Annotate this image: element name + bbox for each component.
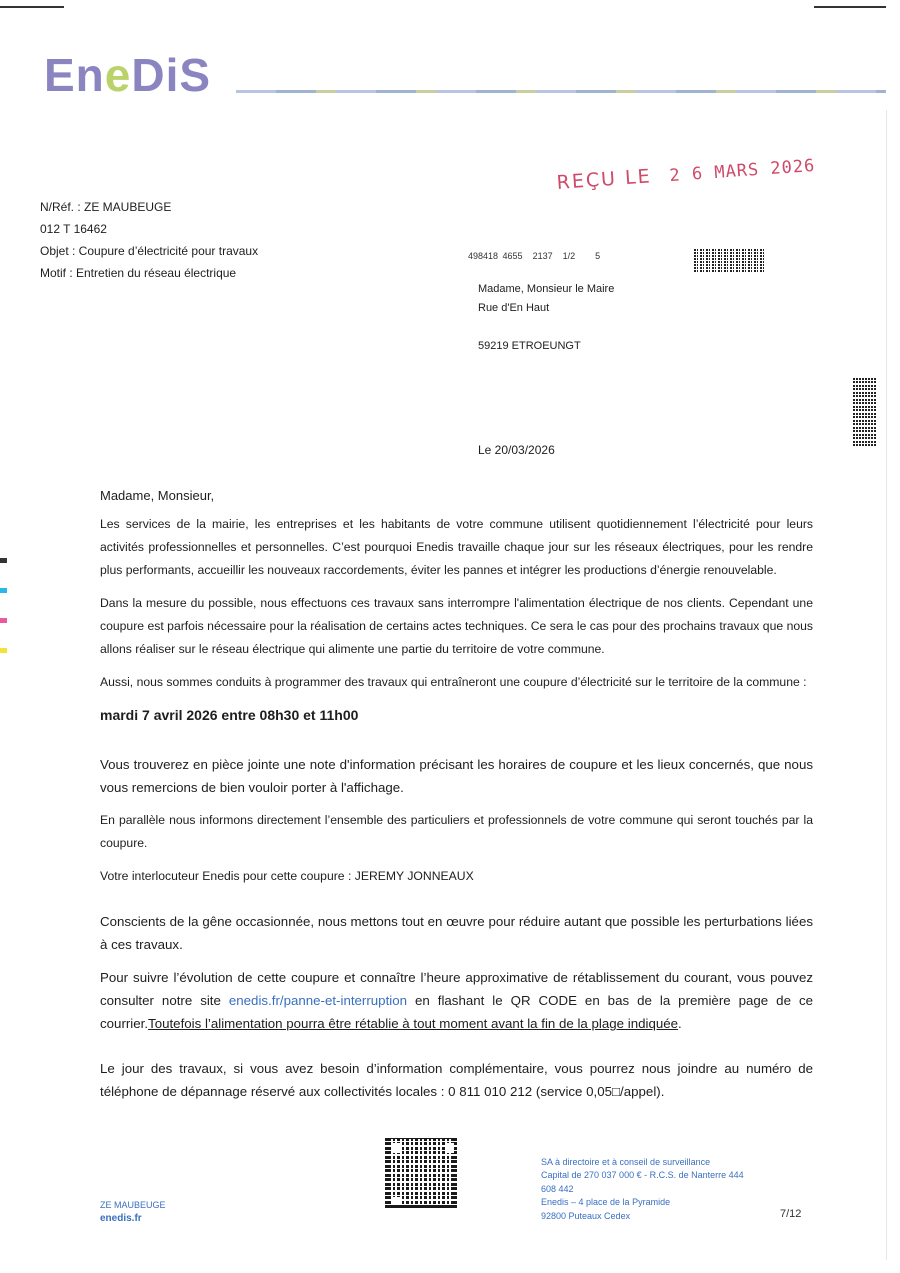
stamp-date: 2 6 MARS 2026 bbox=[668, 155, 816, 187]
tracking-line: 498418 4655 2137 1/2 5 bbox=[468, 251, 601, 261]
page-edge-mark bbox=[814, 0, 886, 8]
postal-barcode bbox=[694, 248, 766, 272]
footer-legal: SA à directoire et à conseil de surveillance Capital de 270 037 000 € - R.C.S. de Nanterre 444 608 442 Enedis – 4 place de la Pyramide 92800 Puteaux Cedex bbox=[541, 1157, 744, 1221]
recipient-city: 59219 ETROEUNGT bbox=[478, 340, 581, 352]
page-edge-line bbox=[886, 110, 887, 1260]
recipient-address bbox=[478, 280, 614, 356]
paragraph: Pour suivre l’évolution de cette coupure et connaître l’heure approximative de rétablissement du courant, vous pouvez consulter notre site enedis.fr/panne-et-interruption en flashant le QR CODE en bas de la première page de ce courrier.Toutefois l’alimentation pourra être rétablie à tout moment avant la fin de la plage indiquée. bbox=[100, 970, 813, 1031]
paragraph: Les services de la mairie, les entreprises et les habitants de votre commune utilisent quotidiennement l’électricité pour leurs activités professionnelles et personnelles. C’est pourquoi Enedis travaille chaque jour sur les réseaux électriques, pour les rendre plus performants, accueillir les nouveaux raccordements, éviter les pannes et intégrer les productions d’énergie renouvelable. bbox=[100, 517, 813, 577]
recipient-name: Madame, Monsieur le Maire bbox=[478, 283, 615, 295]
page-edge-mark bbox=[0, 0, 64, 8]
paragraph: Aussi, nous sommes conduits à programmer des travaux qui entraîneront une coupure d’électricité sur le territoire de la commune : bbox=[100, 675, 807, 689]
salutation: Madame, Monsieur, bbox=[100, 488, 215, 503]
qr-code[interactable] bbox=[385, 1136, 457, 1208]
page-number: 7/12 bbox=[780, 1208, 802, 1220]
reference-number: N/Réf. : ZE MAUBEUGE bbox=[40, 200, 172, 214]
paragraph: Conscients de la gêne occasionnée, nous mettons tout en œuvre pour réduire autant que possible les perturbations liées à ces travaux. bbox=[100, 914, 813, 952]
reference-block bbox=[40, 196, 258, 284]
letter-motive: Motif : Entretien du réseau électrique bbox=[40, 266, 237, 280]
outage-date: mardi 7 avril 2026 entre 08h30 et 11h00 bbox=[100, 707, 359, 723]
header-rule bbox=[236, 90, 886, 93]
paragraph: Dans la mesure du possible, nous effectuons ces travaux sans interrompre l'alimentation électrique de nos clients. Cependant une coupure est parfois nécessaire pour la réalisation de certains actes techniques. Ce sera le cas pour des prochains travaux que nous allons réaliser sur le réseau électrique qui alimente une partie du territoire de votre commune. bbox=[100, 596, 813, 656]
contact-person: Votre interlocuteur Enedis pour cette coupure : JEREMY JONNEAUX bbox=[100, 869, 474, 883]
letter-body bbox=[100, 484, 813, 1113]
outage-site-link[interactable]: enedis.fr/panne-et-interruption bbox=[228, 993, 408, 1008]
paragraph: En parallèle nous informons directement l’ensemble des particuliers et professionnels de votre commune qui seront touchés par la coupure. bbox=[100, 813, 813, 850]
recipient-street: Rue d'En Haut bbox=[478, 302, 550, 314]
enedis-logo: EneDiS bbox=[44, 49, 212, 101]
print-registration-marks bbox=[0, 558, 7, 678]
paragraph: Le jour des travaux, si vous avez besoin d’information complémentaire, vous pourrez nous joindre au numéro de téléphone de dépannage réservé aux collectivités locales : 0 811 010 212 (service 0,05□/appel). bbox=[100, 1061, 813, 1099]
footer-site-link[interactable]: enedis.fr bbox=[100, 1213, 142, 1224]
reference-code: 012 T 16462 bbox=[40, 222, 107, 236]
stamp-label: REÇU LE bbox=[556, 165, 653, 194]
footer-left bbox=[100, 1198, 166, 1226]
letter-date: Le 20/03/2026 bbox=[478, 443, 555, 457]
received-stamp bbox=[556, 154, 816, 194]
footer-ref: ZE MAUBEUGE bbox=[100, 1200, 166, 1210]
paragraph: Vous trouverez en pièce jointe une note d'information précisant les horaires de coupure et les lieux concernés, que nous vous remercions de bien vouloir porter à l'affichage. bbox=[100, 757, 813, 795]
side-barcode bbox=[853, 378, 877, 446]
letter-object: Objet : Coupure d’électricité pour travaux bbox=[40, 244, 259, 258]
